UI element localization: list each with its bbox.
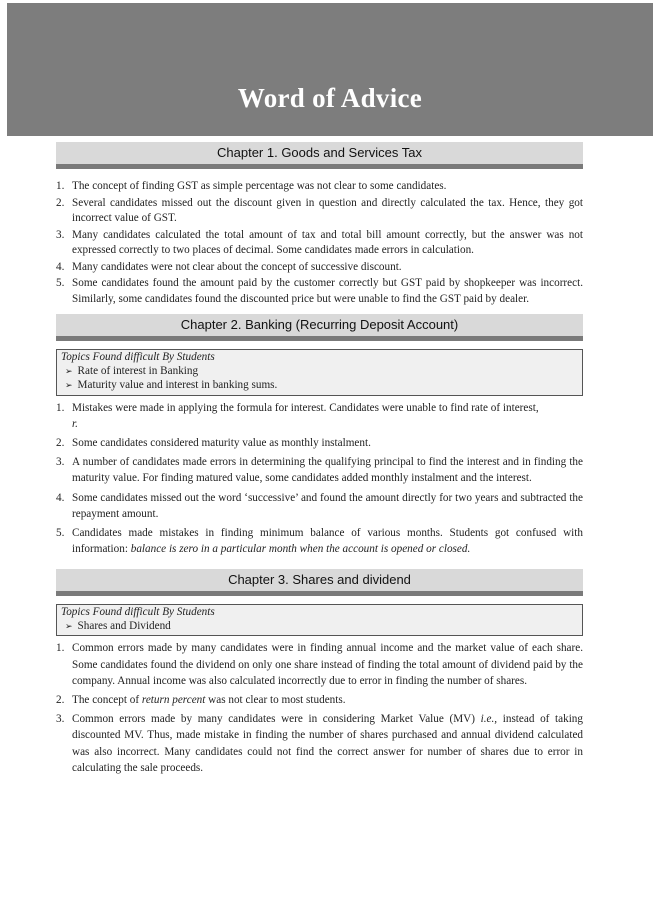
content <box>56 142 583 779</box>
advice-list <box>56 179 583 307</box>
advice-list <box>56 640 583 776</box>
chapter-heading: Chapter 2. Banking (Recurring Deposit Account) <box>56 314 583 341</box>
list-item: 3. Common errors made by many candidates were in considering Market Value (MV) i.e., instead of taking discounted MV. Thus, made mistake in finding the number of shares purchased and annual dividend calculated was also incorrect. Many candidates could not find the correct answer for number of shares due to error in calculating the sale proceeds. <box>56 713 583 774</box>
chapter-heading: Chapter 3. Shares and dividend <box>56 569 583 596</box>
chapter-3 <box>56 569 583 776</box>
chapter-heading: Chapter 1. Goods and Services Tax <box>56 142 583 169</box>
list-item: 1. The concept of finding GST as simple percentage was not clear to some candidates. <box>56 180 447 192</box>
list-item: 1. Common errors made by many candidates were in finding annual income and the market value of each share. Some candidates found the dividend on only one share instead of finding the total amount of dividend paid by the company. Annual income was also calculated incorrectly due to error in finding the number of shares. <box>56 642 583 687</box>
list-item: 3. Many candidates calculated the total amount of tax and total bill amount correctly, but the answer was not expressed correctly to two places of decimal. Some candidates made errors in calculation. <box>56 228 583 256</box>
topics-title: Topics Found difficult By Students <box>61 351 215 363</box>
arrow-bullet-icon: ➢ <box>65 381 73 391</box>
advice-list <box>56 400 583 558</box>
topics-box <box>56 604 583 636</box>
list-item: 2. Several candidates missed out the discount given in question and directly calculated the tax. Hence, they got incorrect value of GST. <box>56 196 583 224</box>
arrow-bullet-icon: ➢ <box>65 366 73 377</box>
title-banner <box>7 3 653 136</box>
page-title: Word of Advice <box>237 83 423 113</box>
list-item: 5. Candidates made mistakes in finding minimum balance of various months. Students got confused with information: balance is zero in a particular month when the account is opened or closed. <box>56 526 583 556</box>
topics-title: Topics Found difficult By Students <box>61 606 215 619</box>
chapter-1 <box>56 142 583 307</box>
list-item: 2. The concept of return percent was not clear to most students. <box>56 693 346 706</box>
topics-box <box>56 349 583 396</box>
arrow-bullet-icon: ➢ <box>65 621 73 632</box>
list-item: 3. A number of candidates made errors in determining the qualifying principal to find the interest and in finding the maturity value. For finding matured value, some candidates added monthly instalment and the interest. <box>56 456 583 485</box>
list-item: 4. Some candidates missed out the word ‘successive’ and found the amount directly for two years and subtracted the repayment amount. <box>56 491 583 520</box>
list-item: 2. Some candidates considered maturity value as monthly instalment. <box>56 436 371 449</box>
list-item: 5. Some candidates found the amount paid by the customer correctly but GST paid by shopkeeper was incorrect. Similarly, some candidates found the discounted price but were unable to find the GST paid by dealer. <box>56 277 583 305</box>
list-item: 4. Many candidates were not clear about the concept of successive discount. <box>56 260 402 273</box>
topic-item: ➢ Rate of interest in Banking <box>65 364 199 377</box>
topic-item: ➢ Shares and Dividend <box>65 619 171 632</box>
chapter-2 <box>56 314 583 557</box>
topic-item: ➢ Maturity value and interest in banking sums. <box>65 379 278 391</box>
list-item: 1. Mistakes were made in applying the formula for interest. Candidates were unable to find rate of interest, r. <box>56 401 539 430</box>
